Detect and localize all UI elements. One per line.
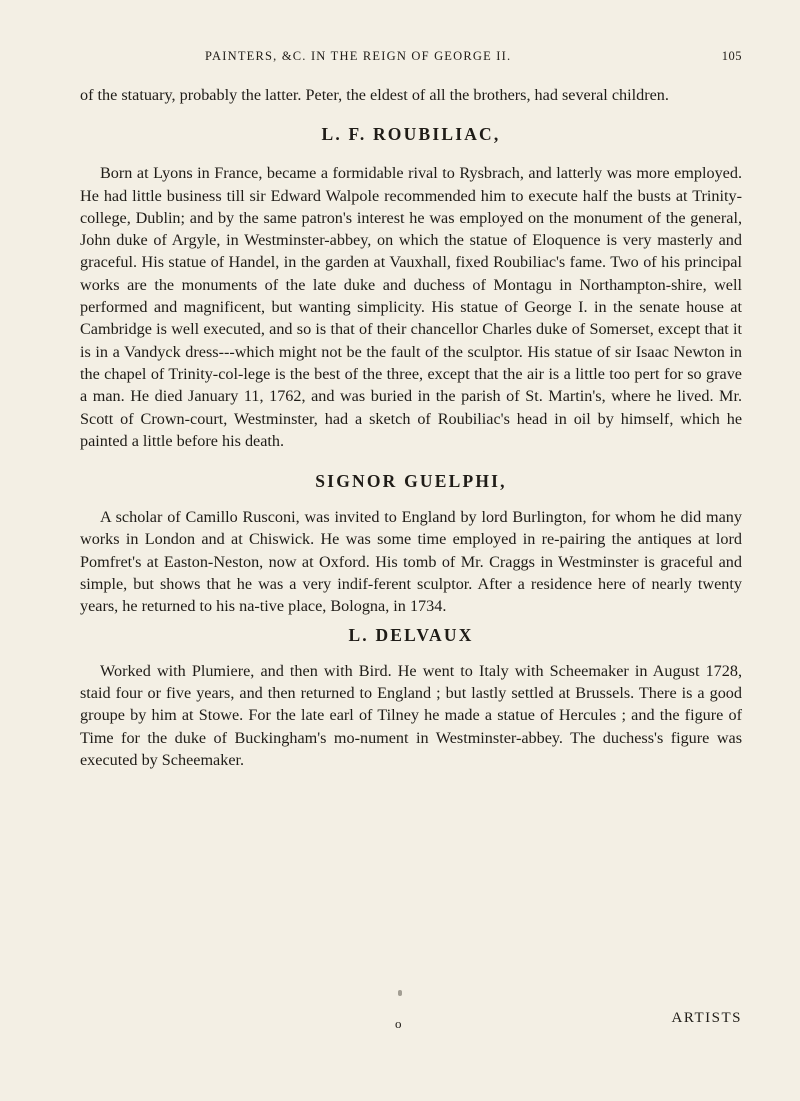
- ink-speck: [398, 990, 402, 996]
- body-text: [80, 84, 742, 771]
- page-number: 105: [721, 49, 742, 63]
- running-head-title: PAINTERS, &C. IN THE REIGN OF GEORGE II.: [205, 49, 512, 63]
- section-heading-guelphi: SIGNOR GUELPHI,: [315, 471, 507, 492]
- section-heading-delvaux: L. DELVAUX: [348, 624, 474, 645]
- section-paragraph-roubiliac: Born at Lyons in France, became a formidable rival to Rysbrach, and latterly was more employed. He had little business till sir Edward Walpole recommended him to execute half the busts at Trinity-college, Dublin; and by the same patron's interest he was employed on the monument of the general, John duke of Argyle, in Westminster-abbey, on which the statue of Eloquence is very masterly and graceful. His statue of Handel, in the garden at Vauxhall, fixed Roubiliac's fame. Two of his principal works are the monuments of the late duke and duchess of Montagu in Northampton-shire, well performed and magnificent, but wanting simplicity. His statue of George I. in the senate house at Cambridge is well executed, and so is that of their chancellor Charles duke of Somerset, except that it is in a Vandyck dress---which might not be the fault of the sculptor. His statue of sir Isaac Newton in the chapel of Trinity-col-lege is the best of the three, except that the air is a little too pert for so grave a man. He died January 11, 1762, and was buried in the parish of St. Martin's, where he lived. Mr. Scott of Crown-court, Westminster, had a sketch of Roubiliac's head in oil by himself, which he painted a little before his death.: [80, 164, 742, 450]
- continuation-paragraph: of the statuary, probably the latter. Peter, the eldest of all the brothers, had several children.: [80, 86, 669, 104]
- catchword: ARTISTS: [671, 1010, 742, 1026]
- running-head: [80, 49, 742, 69]
- page-footer: [80, 1010, 742, 1032]
- section-paragraph-delvaux: Worked with Plumiere, and then with Bird. He went to Italy with Scheemaker in August 1728, staid four or five years, and then returned to England ; but lastly settled at Brussels. There is a good groupe by him at Stowe. For the late earl of Tilney he made a statue of Hercules ; and the figure of Time for the duke of Buckingham's mo-nument in Westminster-abbey. The duchess's figure was executed by Scheemaker.: [80, 661, 742, 769]
- signature-mark: o: [395, 1016, 402, 1031]
- section-paragraph-guelphi: A scholar of Camillo Rusconi, was invited to England by lord Burlington, for whom he did many works in London and at Chiswick. He was some time employed in re-pairing the antiques at lord Pomfret's at Easton-Neston, now at Oxford. His tomb of Mr. Craggs in Westminster is graceful and simple, but shows that he was a very indif-ferent sculptor. After a residence here of nearly twenty years, he returned to his na-tive place, Bologna, in 1734.: [80, 508, 742, 616]
- section-heading-roubiliac: L. F. ROUBILIAC,: [321, 124, 501, 145]
